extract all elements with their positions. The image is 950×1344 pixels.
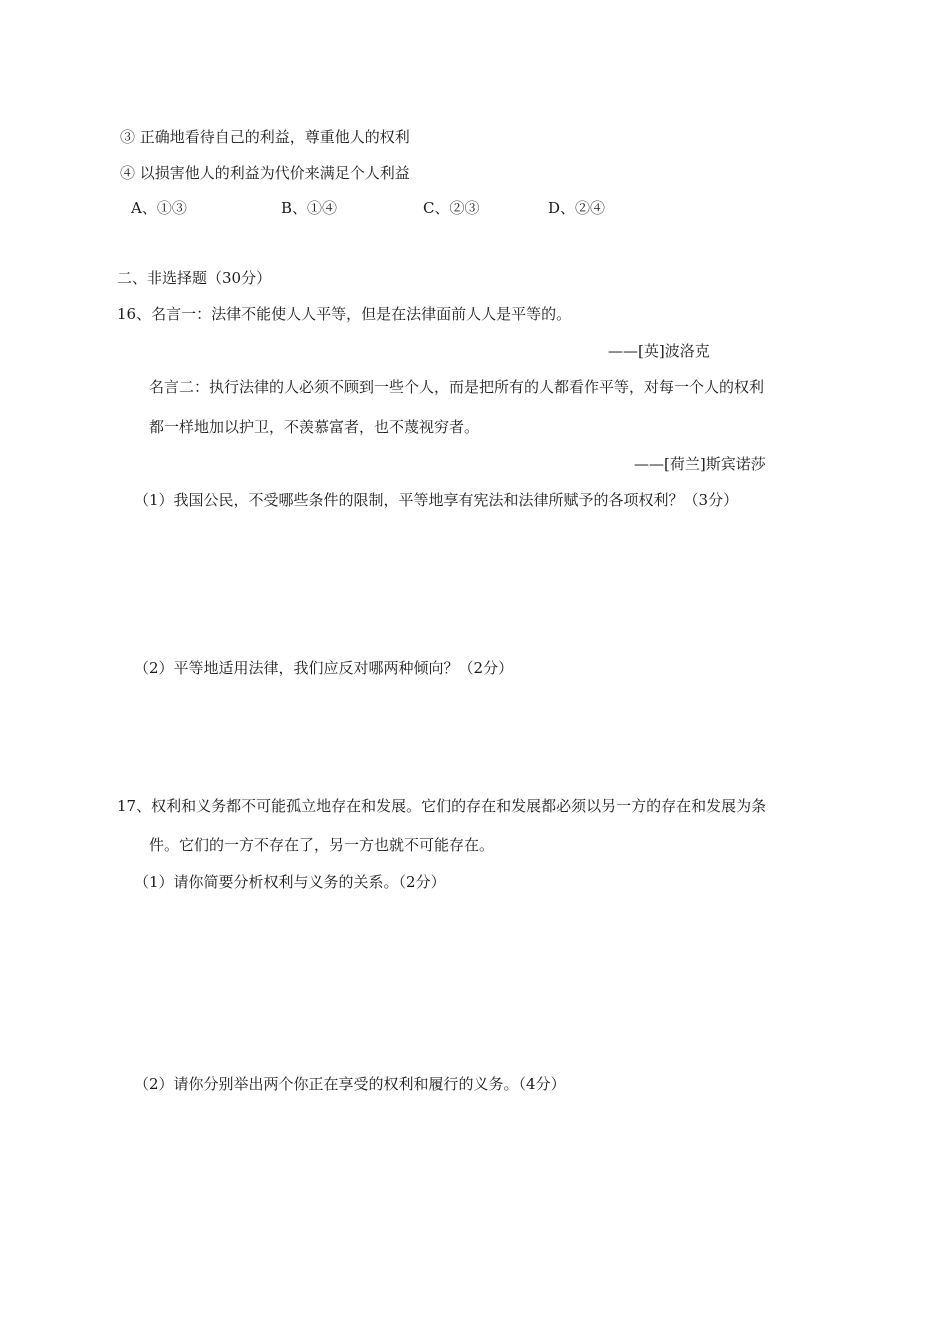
statement-4: ④ 以损害他人的利益为代价来满足个人利益 (120, 164, 410, 182)
section-title: 二、非选择题（30分） (117, 269, 272, 287)
q17-stem-line2: 件。它们的一方不存在了，另一方也就不可能存在。 (149, 836, 495, 854)
q16-quote2-line1: 名言二：执行法律的人必须不顾到一些个人，而是把所有的人都看作平等，对每一个人的权利 (149, 378, 765, 396)
q16-quote1: 16、名言一：法律不能使人人平等，但是在法律面前人人是平等的。 (117, 305, 572, 323)
q17-subquestion-2: （2）请你分别举出两个你正在享受的权利和履行的义务。（4分） (134, 1075, 566, 1093)
q16-quote2-author: ——[荷兰]斯宾诺莎 (634, 455, 766, 473)
option-b: B、①④ (281, 199, 338, 217)
q17-subquestion-1: （1）请你简要分析权利与义务的关系。（2分） (134, 873, 446, 891)
q16-subquestion-2: （2）平等地适用法律，我们应反对哪两种倾向？（2分） (134, 659, 514, 677)
option-d: D、②④ (548, 199, 606, 217)
q17-stem-line1: 17、权利和义务都不可能孤立地存在和发展。它们的存在和发展都必须以另一方的存在和发展为条 (117, 797, 767, 815)
q16-subquestion-1: （1）我国公民，不受哪些条件的限制，平等地享有宪法和法律所赋予的各项权利？（3分） (134, 491, 739, 509)
option-a: A、①③ (131, 199, 187, 217)
q16-quote2-line2: 都一样地加以护卫，不羡慕富者，也不蔑视穷者。 (149, 418, 480, 436)
option-c: C、②③ (423, 199, 480, 217)
statement-3: ③ 正确地看待自己的利益，尊重他人的权利 (120, 128, 410, 146)
q16-quote1-author: ——[英]波洛克 (608, 342, 710, 360)
